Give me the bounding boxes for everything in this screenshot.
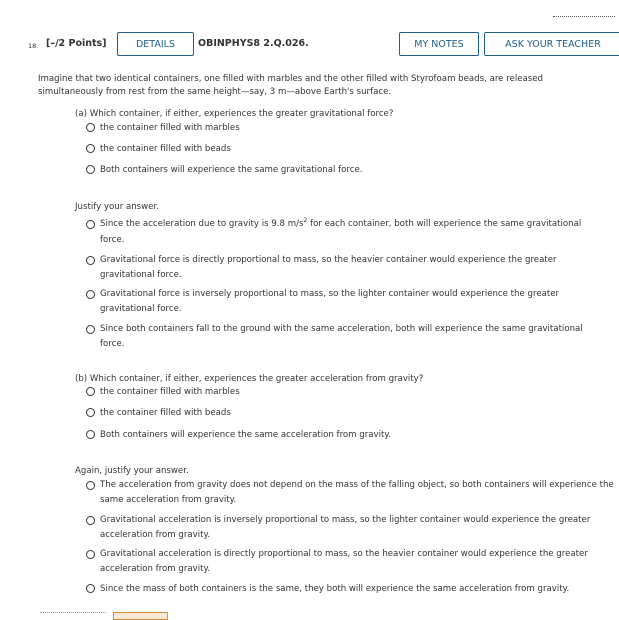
radio-button[interactable]	[86, 550, 95, 559]
part-b-question: (b) Which container, if either, experiences the greater acceleration from gravity?	[75, 374, 424, 384]
question-number: 18.	[28, 42, 39, 50]
radio-button[interactable]	[86, 387, 95, 396]
justify-a-option-4[interactable]: Since both containers fall to the ground with the same acceleration, both will experience the same gravitational force.	[86, 322, 606, 352]
top-divider	[553, 16, 615, 17]
radio-button[interactable]	[86, 408, 95, 417]
justify-b-option-3[interactable]: Gravitational acceleration is directly proportional to mass, so the heavier container would experience the greater acceleration from gravity.	[86, 547, 616, 577]
radio-button[interactable]	[86, 481, 95, 490]
radio-button[interactable]	[86, 144, 95, 153]
radio-button[interactable]	[86, 290, 95, 299]
justify-a-question: Justify your answer.	[75, 202, 159, 212]
radio-button[interactable]	[86, 516, 95, 525]
justify-a-option-3[interactable]: Gravitational force is inversely proportional to mass, so the lighter container would experience the greater gravitational force.	[86, 287, 606, 317]
question-header	[14, 32, 611, 58]
points-label: [–/2 Points]	[46, 38, 107, 49]
question-prompt: Imagine that two identical containers, one filled with marbles and the other filled with Styrofoam beads, are released simultaneously from rest from the same height—say, 3 m—above Earth's surface.	[38, 74, 543, 97]
part-a-option-2[interactable]: the container filled with beads	[86, 143, 606, 155]
question-code: OBINPHYS8 2.Q.026.	[198, 38, 309, 49]
cut-off-divider	[40, 612, 106, 619]
radio-button[interactable]	[86, 123, 95, 132]
details-button[interactable]: DETAILS	[117, 32, 194, 56]
justify-b-question: Again, justify your answer.	[75, 466, 189, 476]
part-a-option-1[interactable]: the container filled with marbles	[86, 122, 606, 134]
justify-b-option-4[interactable]: Since the mass of both containers is the same, they both will experience the same acceleration from gravity.	[86, 583, 616, 595]
part-b-option-3[interactable]: Both containers will experience the same acceleration from gravity.	[86, 429, 606, 441]
cut-off-button[interactable]	[113, 612, 168, 620]
radio-button[interactable]	[86, 584, 95, 593]
my-notes-button[interactable]: MY NOTES	[399, 32, 479, 56]
part-b-option-2[interactable]: the container filled with beads	[86, 407, 606, 419]
part-a-question: (a) Which container, if either, experiences the greater gravitational force?	[75, 109, 394, 119]
radio-button[interactable]	[86, 220, 95, 229]
justify-b-option-1[interactable]: The acceleration from gravity does not depend on the mass of the falling object, so both containers will experience the same acceleration from gravity.	[86, 478, 616, 508]
part-a-option-3[interactable]: Both containers will experience the same gravitational force.	[86, 164, 606, 176]
ask-teacher-button[interactable]: ASK YOUR TEACHER	[484, 32, 619, 56]
justify-a-option-1[interactable]: Since the acceleration due to gravity is 9.8 $m/s^2$ for each container, both will experience the same gravitational force.	[86, 216, 606, 248]
justify-a-option-2[interactable]: Gravitational force is directly proportional to mass, so the heavier container would experience the greater gravitational force.	[86, 253, 606, 283]
part-b-option-1[interactable]: the container filled with marbles	[86, 386, 606, 398]
radio-button[interactable]	[86, 165, 95, 174]
radio-button[interactable]	[86, 256, 95, 265]
justify-b-option-2[interactable]: Gravitational acceleration is inversely proportional to mass, so the lighter container would experience the greater acceleration from gravity.	[86, 513, 616, 543]
radio-button[interactable]	[86, 325, 95, 334]
radio-button[interactable]	[86, 430, 95, 439]
